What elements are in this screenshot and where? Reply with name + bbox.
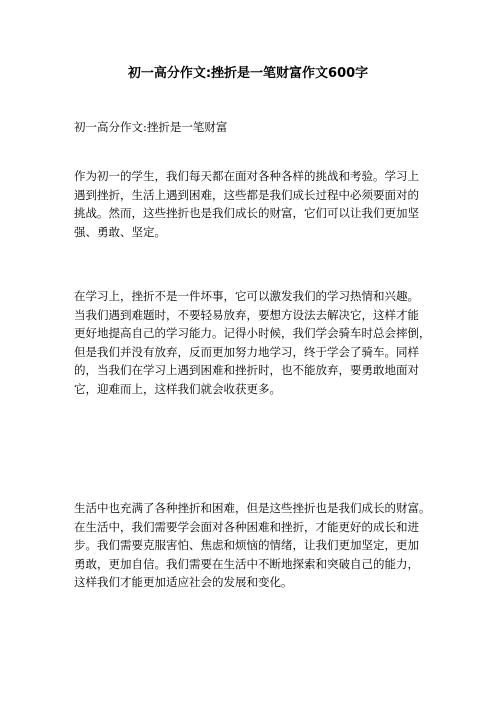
paragraph-line: 的，当我们在学习上遇到困难和挫折时，也不能放弃，要勇敢地面对 [74,363,419,377]
paragraph-line: 作为初一的学生，我们每天都在面对各种各样的挑战和考验。学习上 [74,169,419,183]
paragraph-line: 挑战。然而，这些挫折也是我们成长的财富，它们可以让我们更加坚 [74,206,419,220]
paragraph-line: 勇敢，更加自信。我们需要在生活中不断地探索和突破自己的能力， [74,556,419,571]
paragraph-line: 更好地提高自己的学习能力。记得小时候，我们学会骑车时总会摔倒， [74,326,431,340]
paragraph-line: 步。我们需要克服害怕、焦虑和烦恼的情绪，让我们更加坚定，更加 [74,538,419,552]
paragraph-line: 当我们遇到难题时，不要轻易放弃，要想方设法去解决它，这样才能 [74,307,419,322]
paragraph-line: 它，迎难而上，这样我们就会收获更多。 [74,381,281,396]
document-subtitle: 初一高分作文:挫折是一笔财富 [74,120,228,134]
paragraph-2 [74,287,440,398]
paragraph-line: 强、勇敢、坚定。 [74,224,166,239]
paragraph-line: 但是我们并没有放弃，反而更加努力地学习，终于学会了骑车。同样 [74,344,419,359]
paragraph-line: 在学习上，挫折不是一件坏事，它可以激发我们的学习热情和兴趣。 [74,289,419,303]
paragraph-line: 在生活中，我们需要学会面对各种困难和挫折，才能更好的成长和进 [74,519,419,534]
paragraph-1 [74,167,440,241]
paragraph-line: 这样我们才能更加适应社会的发展和变化。 [74,575,293,589]
document-title: 初一高分作文:挫折是一笔财富作文600字 [127,66,369,81]
paragraph-line: 生活中也充满了各种挫折和困难，但是这些挫折也是我们成长的财富。 [74,501,431,515]
paragraph-line: 遇到挫折，生活上遇到困难，这些都是我们成长过程中必须要面对的 [74,187,419,202]
paragraph-3 [74,499,440,592]
